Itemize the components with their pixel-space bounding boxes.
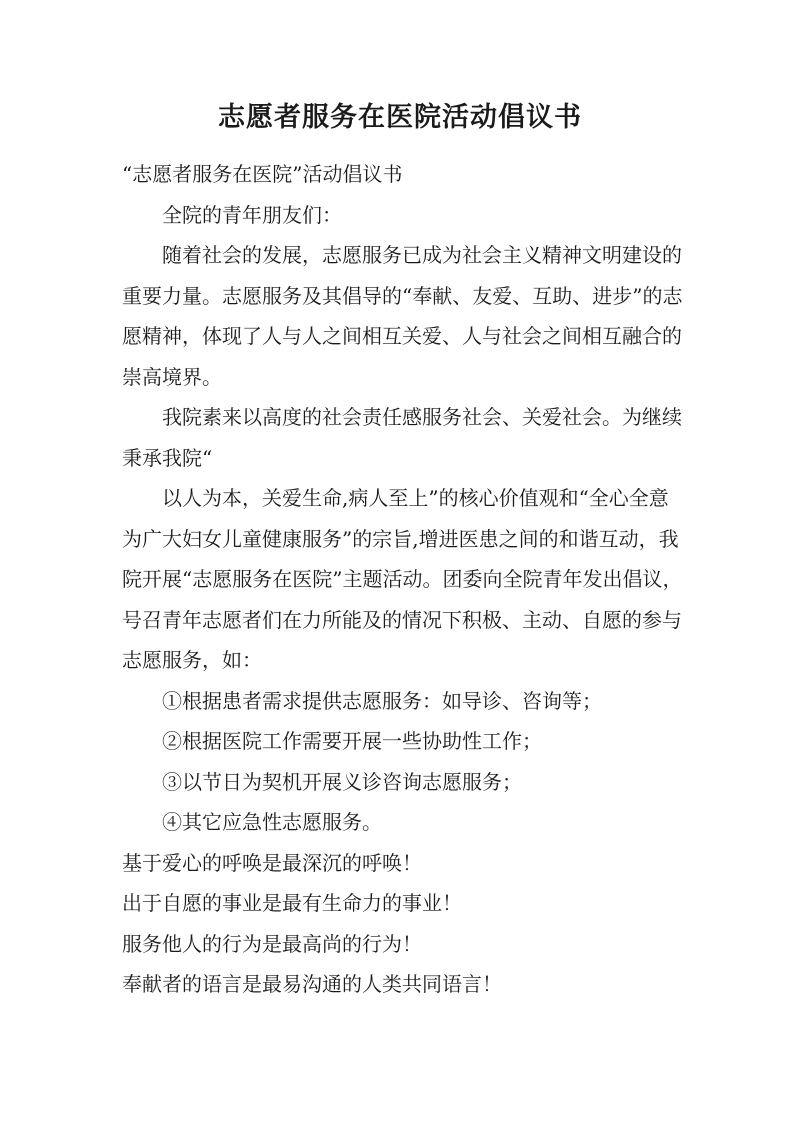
document-body [122,154,686,1005]
greeting: 全院的青年朋友们： [162,202,342,227]
paragraph-2: 我院素来以高度的社会责任感服务社会、关爱社会。为继续秉承我院“ [122,405,682,470]
list-item-4: ④其它应急性志愿服务。 [162,810,382,834]
document-subtitle: “志愿者服务在医院”活动倡议书 [122,162,403,186]
list-item-1: ①根据患者需求提供志愿服务：如导诊、咨询等； [162,688,602,713]
list-item-2: ②根据医院工作需要开展一些协助性工作； [162,729,542,753]
slogan-3: 服务他人的行为是最高尚的行为！ [122,931,422,956]
slogan-4: 奉献者的语言是最易沟通的人类共同语言！ [122,972,502,996]
slogan-2: 出于自愿的事业是最有生命力的事业！ [122,891,462,915]
slogan-1: 基于爱心的呼唤是最深沉的呼唤！ [122,850,422,875]
list-item-3: ③以节日为契机开展义诊咨询志愿服务； [162,769,522,794]
document-title: 志愿者服务在医院活动倡议书 [218,102,582,133]
paragraph-3: 以人为本，关爱生命,病人至上”的核心价值观和“全心全意为广大妇女儿童健康服务”的宗旨,增进医患之间的和谐互动，我院开展“志愿服务在医院”主题活动。团委向全院青年发出倡议，号召青年志愿者们在力所能及的情况下积极、主动、自愿的参与志愿服务，如： [122,486,683,672]
paragraph-1: 随着社会的发展，志愿服务已成为社会主义精神文明建设的重要力量。志愿服务及其倡导的“奉献、友爱、互助、进步”的志愿精神，体现了人与人之间相互关爱、人与社会之间相互融合的崇高境界。 [122,243,683,389]
